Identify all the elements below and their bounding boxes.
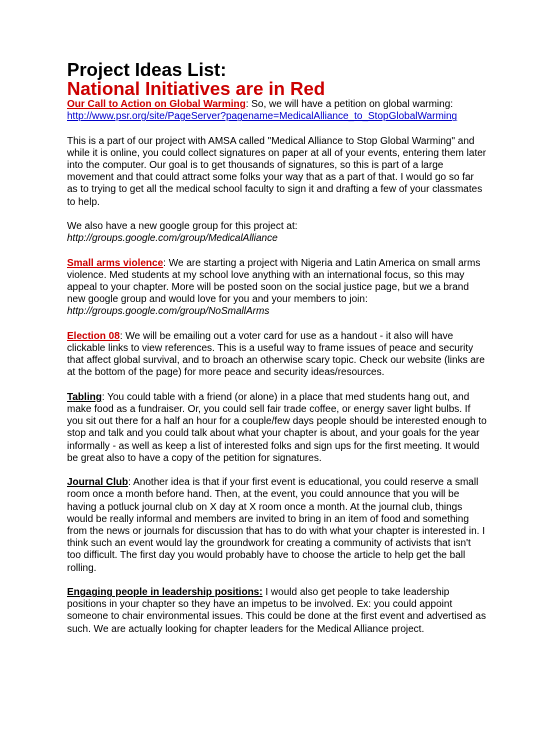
journal-club-heading: Journal Club [67,477,129,489]
tabling-body [67,392,487,465]
small-arms-body [67,258,487,319]
global-warming-petition-link[interactable]: http://www.psr.org/site/PageServer?pagename=MedicalAlliance_to_StopGlobalWarming [67,111,458,123]
global-warming-group-url: http://groups.google.com/group/MedicalAlliance [67,233,278,245]
section-global-warming [67,99,487,245]
global-warming-intro [67,99,487,123]
page-title: Project Ideas List: [67,59,227,80]
election-body [67,331,487,380]
leadership-text: I would also get people to take leadership positions in your chapter so they have an impetus to be involved. Ex: you could appoint someone to chair environmental issues. This could be done at the first event and advertised as such. We are actually looking for chapter leaders for the Medical Alliance project. [67,587,486,635]
section-small-arms [67,258,487,319]
journal-club-body [67,477,487,575]
document-page [67,60,487,636]
tabling-heading: Tabling [67,391,102,403]
small-arms-text: : We are starting a project with Nigeria and Latin America on small arms violence. Med students at my school love anything with an international focus, so this may appeal to your chapter. More will be posted soon on the social justice page, but we a brand new google group and would love for you and your members to join: [67,257,481,306]
small-arms-group-url: http://groups.google.com/group/NoSmallArms [67,306,270,318]
section-journal-club [67,477,487,575]
election-heading[interactable]: Election 08 [67,330,120,342]
leadership-body [67,587,487,636]
global-warming-intro-text: : So, we will have a petition on global warming: [245,99,454,110]
global-warming-group [67,221,487,245]
section-election [67,331,487,380]
global-warming-group-text: We also have a new google group for this project at: [67,221,298,232]
tabling-text: : You could table with a friend (or alone) in a place that med students hang out, and make food as a fundraiser. Or, you could sell fair trade coffee, or energy saver light bulbs. If you sit out there for a half an hour for a couple/few days people should be interested enough to stop and talk and you could talk about what your chapter is about, and your goals for the year informally - as well as keep a list of interested folks and sign ups for the first meeting. It would be great also to have a copy of the petition for signatures. [67,391,487,464]
global-warming-body: This is a part of our project with AMSA called "Medical Alliance to Stop Global Warming" and while it is online, you could collect signatures on paper at all of your events, entering them later into the computer. Our goal is to get thousands of signatures, so this is part of a large movement and that could attract some folks your way that as a part of that. I would go so far as to trying to get all the medical school faculty to sign it and drafting a few of your classmates to help. [67,135,487,208]
global-warming-heading[interactable]: Our Call to Action on Global Warming [67,99,246,110]
page-subtitle: National Initiatives are in Red [67,78,326,99]
journal-club-text: : Another idea is that if your first event is educational, you could reserve a small room once a month before hand. Then, at the event, you could announce that you will be having a potluck journal club on X day at X room once a month. At the journal club, things would be really informal and members are invited to bring in an item of food and something from the news or journals for discussion that has to do with what your chapter is interested in. I think such an event would lay the groundwork for creating a community of activists that isn't too difficult. The first day you would probably have to choose the article to help get the ball rolling. [67,477,485,574]
section-tabling [67,392,487,465]
leadership-heading: Engaging people in leadership positions: [67,587,263,599]
section-leadership [67,587,487,636]
small-arms-heading[interactable]: Small arms violence [67,257,164,269]
election-text: : We will be emailing out a voter card for use as a handout - it also will have clickable links to view references. This is a useful way to frame issues of peace and security that affect global survival, and to broach an otherwise scary topic. Check our website (links are at the bottom of the page) for more peace and security ideas/resources. [67,330,485,379]
